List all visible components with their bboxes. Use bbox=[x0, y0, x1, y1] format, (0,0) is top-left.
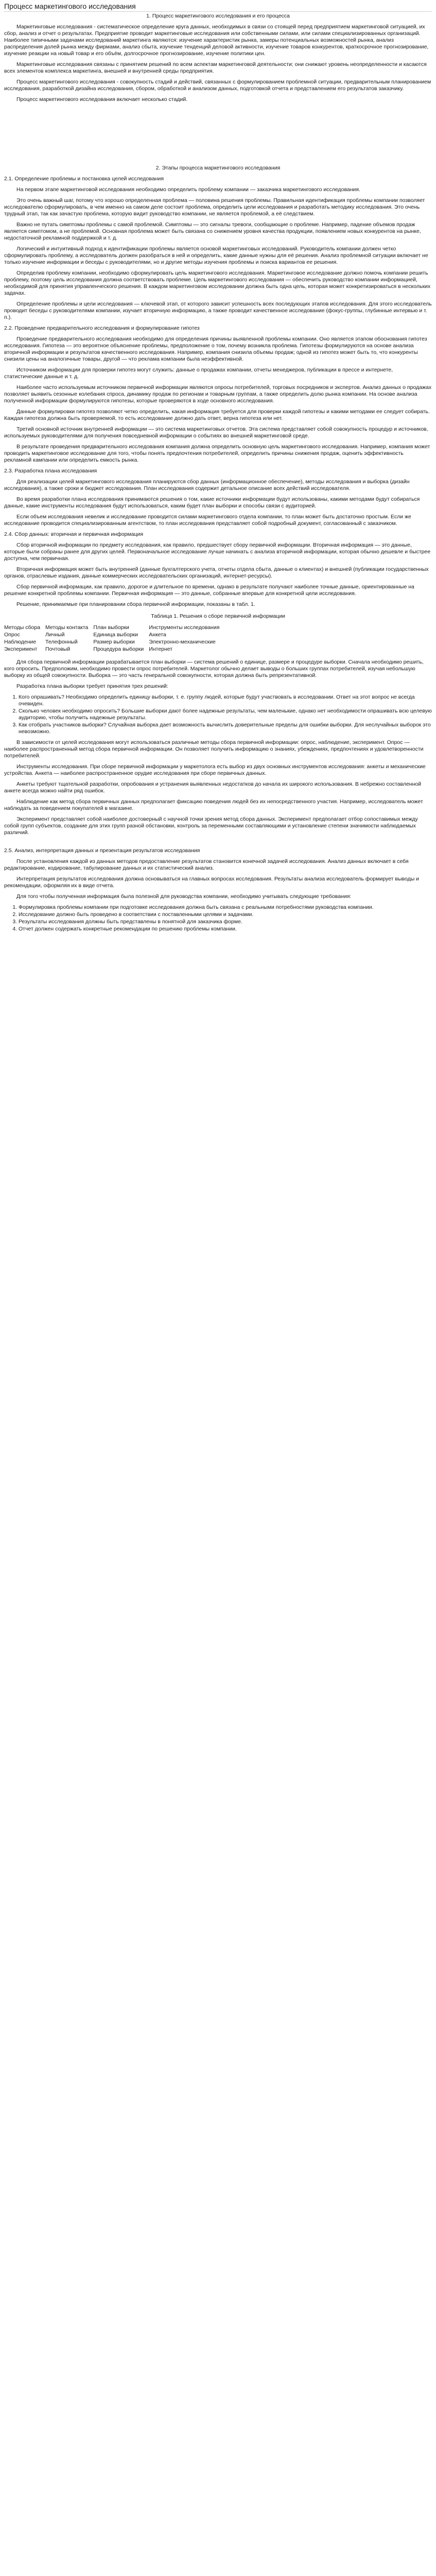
numbered-list bbox=[4, 694, 432, 735]
paragraph: Для того чтобы полученная информация была полезной для руководства компании, необходимо учитывать следующие требования: bbox=[16, 893, 352, 900]
subsection-heading: 2.2. Проведение предварительного исследования и формулирование гипотез bbox=[4, 325, 200, 331]
paragraph: Сбор первичной информации, как правило, дорогое и длительное по времени, однако в результате получают наиболее точные данные, ориентированные на решение конкретной проблемы компании. Первичная информация — это данные, собранные впервые для конкретной цели исследования. bbox=[4, 584, 414, 597]
paragraph: Наблюдение как метод сбора первичных данных предполагает фиксацию поведения людей без их непосредственного участия. Например, исследователь может наблюдать за поведением покупателей в магазине. bbox=[4, 799, 423, 811]
paragraph: Третий основной источник внутренней информации — это система маркетинговых отчетов. Эта система представляет собой совокупность процедур и источников, используемых руководителями для получения повседневной информации о событиях во внешней маркетинговой среде. bbox=[4, 426, 428, 439]
list-item: 4. Отчет должен содержать конкретные рекомендации по решению проблемы компании. bbox=[19, 926, 432, 933]
table-header-cell: Методы контакта bbox=[45, 624, 89, 631]
paragraph: Инструменты исследования. При сборе первичной информации у маркетолога есть выбор из двух основных инструментов исследования: анкеты и механические устройства. Анкета — наиболее распространенное орудие исследования при сборе первичных данных. bbox=[4, 764, 426, 776]
list-item: 2. Сколько человек необходимо опросить? Большие выборки дают более надежные результаты, чем маленькие, однако нет необходимости опрашивать всю целевую аудиторию, чтобы получить надежные результаты. bbox=[19, 708, 432, 721]
paragraph: Во время разработки плана исследования принимаются решения о том, какие источники информации будут использованы, какими методами будут собираться данные, какие инструменты исследования будут использоваться, каким будет план выборки и способы связи с аудиторией. bbox=[4, 496, 420, 509]
table-cell: Единица выборки bbox=[93, 632, 138, 638]
subsection-heading: 2.3. Разработка плана исследования bbox=[4, 468, 97, 474]
table-cell: Интернет bbox=[149, 646, 173, 652]
paragraph: Данные формулировки гипотез позволяют четко определить, какая информация требуется для проверки каждой гипотезы и какими методами ее следует собирать. Каждая гипотеза должна быть проверяемой, то есть исследование должно дать ответ, верна гипотеза или нет. bbox=[4, 409, 430, 421]
table-cell: Анкета bbox=[149, 632, 166, 638]
table-header-cell: План выборки bbox=[93, 624, 129, 631]
page-title: Процесс маркетингового исследования bbox=[4, 2, 432, 12]
primary-data-table bbox=[4, 624, 224, 653]
paragraph: Определив проблему компании, необходимо сформулировать цель маркетингового исследования. Маркетинговое исследование должно помочь компании решить проблему, поэтому цель исследования должна соответствовать проблеме. Цель маркетингового исследования — обеспечить руководство компании информацией, необходимой для принятия управленческого решения. В каждом маркетинговом исследовании должна быть одна цель, которая может конкретизироваться в нескольких задачах. bbox=[4, 270, 431, 296]
paragraph: Сбор вторичной информации по предмету исследования, как правило, предшествует сбору первичной информации. Вторичная информация — это данные, которые были собраны ранее для других целей. Первоначальное исследование лучше начинать с анализа вторичной информации, которая обычно дешевле и быстрее доступна, чем первичная. bbox=[4, 542, 431, 562]
table-block bbox=[4, 613, 432, 653]
paragraph: В результате проведения предварительного исследования компания должна определить основную цель маркетингового исследования. Например, компания может проводить маркетинговое исследование для того, чтобы понять предпочтения потребителей, определить причины снижения продаж, оценить эффективность рекламной кампании или определить емкость рынка. bbox=[4, 444, 430, 463]
table-caption: Таблица 1. Решения о сборе первичной информации bbox=[151, 613, 285, 619]
paragraph: Для реализации целей маркетингового исследования планируются сбор данных (информационное обеспечение), методы исследования и выборка (дизайн исследования), а также сроки и бюджет исследования. План исследования содержит детальное описание всех действий исследователя. bbox=[4, 479, 410, 492]
table-header-cell: Методы сбора bbox=[4, 624, 41, 631]
table-row bbox=[4, 646, 224, 653]
list-item: 3. Результаты исследования должны быть представлены в понятной для заказчика форме. bbox=[19, 919, 432, 925]
table-row bbox=[4, 638, 224, 646]
list-item: 2. Исследование должно быть проведено в соответствии с поставленными целями и задачами. bbox=[19, 911, 432, 918]
list-item: 1. Кого опрашивать? Необходимо определить единицу выборки, т. е. группу людей, которые будут участвовать в исследовании. Ответ на этот вопрос не всегда очевиден. bbox=[19, 694, 432, 707]
paragraph: Маркетинговые исследования - систематическое определение круга данных, необходимых в связи со стоящей перед предприятием маркетинговой ситуацией, их сбор, анализ и отчет о результатах. Предприятие проводит маркетинговые исследования или собственными силами, или силами специализированных организаций. Наиболее типичными задачами исследований маркетинга являются: изучение характеристик рынка, замеры потенциальных возможностей рынка, анализ распределения долей рынка между фирмами, анализ сбыта, изучение тенденций деловой активности, изучение товаров конкурентов, краткосрочное прогнозирование, изучение реакции на новый товар и его объём, долгосрочное прогнозирование, изучение политики цен. bbox=[4, 24, 429, 57]
list-item: 3. Как отобрать участников выборки? Случайная выборка дает возможность вычислить доверительные пределы для ошибки выборки. Для неслучайных выборок это невозможно. bbox=[19, 722, 432, 735]
paragraph: Наиболее часто используемым источником первичной информации являются опросы потребителей, торговых посредников и экспертов. Анализ данных о продажах позволяет выявить сезонные колебания спроса, динамику продаж по регионам и товарным группам, а также определить долю рынка компании. На основе анализа полученной информации формулируются гипотезы, которые проверяются в ходе основного исследования. bbox=[4, 384, 432, 404]
paragraph: Для сбора первичной информации разрабатывается план выборки — система решений о единице, размере и процедуре выборки. Сначала необходимо решить, кого опросить. Предположим, необходимо провести опрос потребителей. Маркетолог обычно делает выводы о больших группах потребителей, изучая небольшую выборку из общей совокупности. Выборка — это часть генеральной совокупности, которая должна быть репрезентативной. bbox=[4, 659, 424, 679]
numbered-list bbox=[4, 904, 432, 933]
paragraph: На первом этапе маркетинговой исследования необходимо определить проблему компании — заказчика маркетингового исследования. bbox=[16, 187, 361, 193]
table-cell: Эксперимент bbox=[4, 646, 38, 652]
table-cell: Электронно-механические bbox=[149, 639, 216, 645]
document bbox=[0, 0, 436, 939]
subsection-heading: 2.4. Сбор данных: вторичная и первичная информация bbox=[4, 531, 144, 537]
paragraph: Вторичная информация может быть внутренней (данные бухгалтерского учета, отчеты отдела сбыта, данные о клиентах) и внешней (публикации государственных органов, отраслевые издания, данные коммерческих исследовательских организаций, интернет-ресурсы). bbox=[4, 566, 429, 579]
table-header-cell: Инструменты исследования bbox=[149, 624, 220, 631]
paragraph: Маркетинговые исследования связаны с принятием решений по всем аспектам маркетинговой деятельности; они снижают уровень неопределенности и касаются всех элементов комплекса маркетинга, внешней и внутренней среды предприятия. bbox=[4, 61, 427, 74]
paragraph: После установления каждой из данных методов предоставление результатов становится конечной задачей исследования. Анализ данных включает в себя редактирование, кодирование, табулирование данных и их статистический анализ. bbox=[4, 858, 409, 871]
paragraph: Разработка плана выборки требует принятия трех решений: bbox=[16, 683, 168, 689]
table-cell: Опрос bbox=[4, 632, 20, 638]
table-cell: Процедура выборки bbox=[93, 646, 144, 652]
paragraph: Источником информации для проверки гипотез могут служить: данные о продажах компании, отчеты менеджеров, публикации в прессе и интернете, статистические данные и т. д. bbox=[4, 367, 393, 380]
paragraph: Интерпретация результатов исследования должна основываться на главных вопросах исследования. Результаты анализа исследователь формирует выводы и рекомендации, оформляя их в виде отчета. bbox=[4, 876, 420, 889]
paragraph: Анкеты требуют тщательной разработки, опробования и устранения выявленных недостатков до начала их широкого использования. В небрежно составленной анкете всегда можно найти ряд ошибок. bbox=[4, 781, 422, 794]
table-cell: Личный bbox=[45, 632, 65, 638]
paragraph: В зависимости от целей исследования могут использоваться различные методы сбора первичной информации: опрос, наблюдение, эксперимент. Опрос — наиболее распространенный метод сбора первичной информации. Он позволяет получить информацию о знаниях, убеждениях, предпочтениях и удовлетворенности потребителей. bbox=[4, 739, 424, 759]
subsection-heading: 2.1. Определение проблемы и постановка целей исследования bbox=[4, 176, 164, 182]
paragraph: Логический и интуитивный подход к идентификации проблемы является основой маркетинговых исследований. Руководитель компании должен четко сформулировать проблему, а исследователь должен разобраться в ней и определить, какие данные нужны для её решения. Анализ проблемной ситуации включает не только изучение информации и беседы с руководителями, но и другие методы изучения проблемы и поиска вариантов ее решения. bbox=[4, 246, 428, 265]
chapter-heading: 2. Этапы процесса маркетингового исследования bbox=[155, 165, 281, 171]
paragraph: Если объем исследования невелик и исследование проводится силами маркетингового отдела компании, то план может быть достаточно простым. Если же исследование проводится специализированным агентством, то план исследования представляет собой подробный документ, согласованный с заказчиком. bbox=[4, 514, 411, 527]
paragraph: Эксперимент представляет собой наиболее достоверный с научной точки зрения метод сбора данных. Эксперимент предполагает отбор сопоставимых между собой групп субъектов, создание для этих групп разной обстановки, контроль за переменными составляющими и установление степени значимости наблюдаемых различий. bbox=[4, 816, 418, 836]
paragraph: Процесс маркетингового исследования включает несколько стадий. bbox=[16, 96, 188, 103]
paragraph: Проведение предварительного исследования необходимо для определения причины выявленной проблемы компании. Оно является этапом обоснования гипотез исследования. Гипотеза — это вероятное объяснение проблемы, предположение о том, почему возникла проблема. Гипотезы формулируются на основе анализа вторичной информации и результатов качественного исследования. Например, компания снизила объемы продаж; одной из гипотез может быть то, что конкуренты снизили цены на аналогичные товары, другой — что реклама компании была неэффективной. bbox=[4, 336, 427, 362]
paragraph: Это очень важный шаг, потому что хорошо определенная проблема — половина решения проблемы. Правильная идентификация проблемы компании позволяет исследователю сформулировать, в чем именно на самом деле состоит проблема, определить цели исследования и разработать методику исследования. Это очень трудный этап, так как зачастую проблема, которую видит руководство компании, не является проблемой, а её следствием. bbox=[4, 197, 425, 217]
paragraph: Определение проблемы и цели исследования — ключевой этап, от которого зависит успешность всех последующих этапов исследования. Для этого исследователь проводит беседы с руководителями компании, изучает вторичную информацию, а также проводит качественное исследование (фокус-группы, глубинные интервью и т. п.). bbox=[4, 301, 432, 320]
paragraph: Важно не путать симптомы проблемы с самой проблемой. Симптомы — это сигналы тревоги, сообщающие о проблеме. Например, падение объемов продаж является симптомом, а не проблемой. Основная проблема может быть связана со снижением уровня качества продукции, появлением новых конкурентов на рынке, недостаточной рекламной поддержкой и т. д. bbox=[4, 222, 421, 241]
list-item: 1. Формулировка проблемы компании при подготовке исследования должна быть связана с реальными потребностями руководства компании. bbox=[19, 904, 432, 911]
paragraph: Решение, принимаемые при планировании сбора первичной информации, показаны в табл. 1. bbox=[16, 601, 255, 607]
table-cell: Телефонный bbox=[45, 639, 78, 645]
table-cell: Размер выборки bbox=[93, 639, 135, 645]
table-cell: Почтовый bbox=[45, 646, 71, 652]
section-heading: 1. Процесс маркетингового исследования и его процесса bbox=[146, 13, 290, 19]
subsection-heading: 2.5. Анализ, интерпретация данных и презентация результатов исследования bbox=[4, 848, 200, 854]
table-header-row bbox=[4, 624, 224, 631]
paragraph: Процесс маркетингового исследования - совокупность стадий и действий, связанных с формулированием проблемной ситуации, предварительным планированием исследования, разработкой дизайна исследования, сбором, обработкой и анализом данных, подготовкой отчета и представлением его результатов заказчику. bbox=[4, 79, 431, 92]
table-row bbox=[4, 631, 224, 638]
table-cell: Наблюдение bbox=[4, 639, 37, 645]
